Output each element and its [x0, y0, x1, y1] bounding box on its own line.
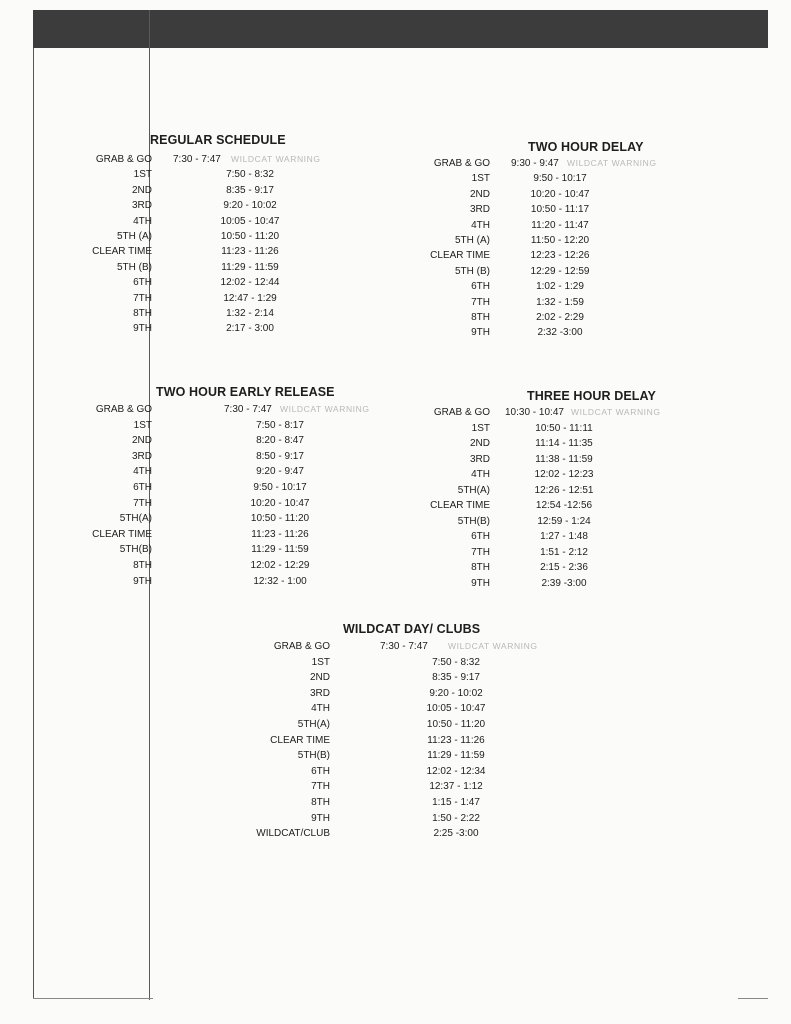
period-time: 7:30 - 7:47 — [380, 641, 428, 652]
period-time: 11:20 - 11:47 — [531, 219, 589, 231]
period-label: 9TH — [471, 577, 490, 589]
period-label: 5TH(A) — [297, 719, 330, 730]
schedule-row — [0, 264, 791, 279]
period-label: GRAB & GO — [95, 154, 152, 165]
period-label: 5TH(A) — [457, 484, 490, 496]
period-time: 2:39 -3:00 — [541, 577, 587, 589]
period-label: 9TH — [311, 812, 330, 824]
period-time: 12:02 - 12:44 — [220, 277, 280, 289]
schedule-row — [0, 467, 791, 482]
period-time: 1:51 - 2:12 — [540, 546, 588, 558]
schedule-row — [0, 686, 791, 701]
period-time: 9:20 - 10:02 — [429, 687, 483, 699]
period-time: 10:20 - 10:47 — [530, 188, 590, 200]
period-label: 7TH — [133, 292, 152, 304]
period-time: 12:54 -12:56 — [535, 500, 593, 511]
period-label: 5TH (A) — [455, 235, 490, 246]
period-label: 3RD — [131, 200, 152, 212]
period-time: 12:23 - 12:26 — [530, 250, 590, 262]
schedule-row — [0, 295, 791, 310]
wildcat-warning-note: WILDCAT WARNING — [280, 404, 370, 414]
period-time: 12:02 - 12:23 — [534, 469, 594, 480]
period-time: 1:50 - 2:22 — [432, 812, 480, 824]
period-time: 9:50 - 10:17 — [253, 482, 307, 493]
period-label: 3RD — [131, 450, 152, 462]
period-label: 9TH — [471, 327, 490, 339]
scan-header-bar — [33, 10, 768, 48]
schedule-row — [0, 202, 791, 217]
period-label: 1ST — [471, 173, 490, 185]
period-label: CLEAR TIME — [430, 250, 490, 262]
wildcat-day-title: WILDCAT DAY/ CLUBS — [343, 622, 481, 636]
period-time: 10:50 - 11:11 — [535, 422, 593, 434]
period-label: CLEAR TIME — [430, 500, 490, 511]
period-label: 5TH (A) — [117, 231, 152, 242]
period-time: 8:35 - 9:17 — [226, 184, 274, 196]
period-time: 10:50 - 11:17 — [530, 204, 590, 216]
period-label: GRAB & GO — [433, 158, 490, 169]
schedule-row — [0, 483, 791, 498]
period-label: CLEAR TIME — [92, 528, 152, 540]
period-time: 11:29 - 11:59 — [251, 544, 309, 556]
schedule-row — [0, 545, 791, 560]
wildcat-warning-note: WILDCAT WARNING — [571, 407, 661, 417]
period-label: 8TH — [311, 797, 330, 808]
period-time: 12:37 - 1:12 — [429, 781, 483, 793]
period-time: 10:50 - 11:20 — [426, 719, 486, 730]
period-time: 8:35 - 9:17 — [432, 672, 480, 684]
period-label: GRAB & GO — [273, 641, 330, 652]
period-time: 1:15 - 1:47 — [432, 797, 480, 808]
period-time: 1:27 - 1:48 — [540, 531, 588, 542]
period-time: 9:30 - 9:47 — [511, 158, 559, 169]
schedule-row — [0, 764, 791, 779]
period-label: 4TH — [133, 466, 152, 478]
wildcat-warning-note: WILDCAT WARNING — [448, 641, 538, 651]
period-time: 8:20 - 8:47 — [256, 435, 304, 447]
period-label: 8TH — [471, 562, 490, 573]
regular-title: REGULAR SCHEDULE — [150, 133, 286, 147]
schedule-row — [0, 218, 791, 233]
period-time: 11:23 - 11:26 — [251, 528, 309, 540]
schedule-row — [0, 248, 791, 263]
schedule-row — [0, 325, 791, 340]
period-label: 3RD — [469, 453, 490, 465]
period-label: 4TH — [471, 469, 490, 480]
schedule-row — [0, 498, 791, 513]
schedule-row — [0, 670, 791, 685]
schedule-row — [0, 436, 791, 451]
period-label: 5TH(B) — [297, 750, 330, 762]
schedule-row — [0, 826, 791, 841]
schedule-row — [0, 779, 791, 794]
schedule-row — [0, 717, 791, 732]
period-time: 12:29 - 12:59 — [530, 265, 590, 277]
period-time: 8:50 - 9:17 — [256, 450, 304, 462]
period-time: 9:20 - 10:02 — [223, 200, 277, 212]
period-label: 6TH — [311, 765, 330, 777]
schedule-row — [0, 452, 791, 467]
period-label: 8TH — [471, 312, 490, 323]
period-time: 11:14 - 11:35 — [535, 438, 593, 449]
period-time: 11:29 - 11:59 — [427, 750, 485, 762]
period-label: 5TH (B) — [117, 261, 152, 273]
period-label: 5TH (B) — [455, 265, 490, 277]
schedule-row — [0, 156, 791, 171]
period-time: 9:50 - 10:17 — [533, 173, 587, 185]
period-label: 8TH — [133, 560, 152, 571]
schedule-row — [0, 560, 791, 575]
period-label: 3RD — [469, 204, 490, 216]
period-label: 3RD — [309, 687, 330, 699]
period-time: 12:47 - 1:29 — [223, 292, 277, 304]
period-label: 5TH(B) — [457, 515, 490, 527]
period-time: 12:02 - 12:29 — [250, 560, 310, 571]
period-time: 10:30 - 10:47 — [505, 407, 564, 418]
period-label: 2ND — [309, 672, 330, 684]
period-label: 5TH(A) — [119, 513, 152, 525]
early-release-title: TWO HOUR EARLY RELEASE — [156, 385, 335, 399]
period-time: 10:50 - 11:20 — [250, 513, 310, 525]
page-bottom-edge-left — [33, 998, 153, 999]
schedule-row — [0, 310, 791, 325]
period-time: 2:25 -3:00 — [433, 828, 479, 840]
period-label: 5TH(B) — [119, 544, 152, 556]
schedule-row — [0, 733, 791, 748]
period-time: 9:20 - 9:47 — [256, 466, 304, 478]
period-label: GRAB & GO — [95, 404, 152, 415]
three-hour-delay-title: THREE HOUR DELAY — [527, 389, 656, 403]
period-time: 2:32 -3:00 — [537, 327, 583, 339]
schedule-row — [0, 576, 791, 591]
schedule-row — [0, 811, 791, 826]
schedule-row — [0, 639, 791, 654]
period-label: 2ND — [469, 188, 490, 200]
period-time: 10:50 - 11:20 — [220, 231, 280, 242]
period-label: CLEAR TIME — [270, 734, 330, 746]
wildcat-warning-note: WILDCAT WARNING — [567, 158, 657, 168]
period-label: 1ST — [133, 169, 152, 181]
schedule-row — [0, 514, 791, 529]
period-time: 11:23 - 11:26 — [221, 246, 279, 258]
schedule-row — [0, 187, 791, 202]
period-label: 4TH — [311, 703, 330, 715]
period-time: 1:32 - 1:59 — [536, 296, 584, 308]
wildcat-warning-note: WILDCAT WARNING — [231, 154, 321, 164]
period-time: 10:05 - 10:47 — [426, 703, 486, 715]
period-label: 9TH — [133, 575, 152, 587]
period-label: 9TH — [133, 323, 152, 335]
period-time: 11:29 - 11:59 — [221, 261, 279, 273]
period-time: 2:02 - 2:29 — [536, 312, 584, 323]
period-label: 4TH — [471, 219, 490, 231]
schedule-row — [0, 405, 791, 420]
period-label: 2ND — [131, 184, 152, 196]
schedule-row — [0, 655, 791, 670]
period-time: 11:23 - 11:26 — [427, 734, 485, 746]
schedule-row — [0, 748, 791, 763]
period-label: 7TH — [471, 546, 490, 558]
period-label: 6TH — [471, 281, 490, 293]
period-time: 12:59 - 1:24 — [537, 515, 591, 527]
two-hour-delay-title: TWO HOUR DELAY — [528, 140, 644, 154]
period-label: 6TH — [133, 277, 152, 289]
period-time: 2:17 - 3:00 — [226, 323, 274, 335]
period-time: 12:02 - 12:34 — [426, 765, 486, 777]
period-label: 8TH — [133, 308, 152, 319]
period-time: 12:26 - 12:51 — [534, 484, 594, 496]
period-time: 11:38 - 11:59 — [535, 453, 593, 465]
period-label: WILDCAT/CLUB — [256, 828, 330, 840]
period-time: 7:50 - 8:17 — [256, 419, 304, 431]
period-label: 1ST — [471, 422, 490, 434]
period-label: 7TH — [311, 781, 330, 793]
period-time: 1:02 - 1:29 — [536, 281, 584, 293]
period-label: 1ST — [133, 419, 152, 431]
period-time: 7:50 - 8:32 — [432, 656, 480, 668]
period-time: 11:50 - 12:20 — [530, 235, 590, 246]
period-label: 6TH — [133, 482, 152, 493]
page-bottom-edge-right — [738, 998, 768, 999]
period-label: 7TH — [471, 296, 490, 308]
schedule-row — [0, 233, 791, 248]
period-label: GRAB & GO — [433, 407, 490, 418]
period-label: 2ND — [131, 435, 152, 447]
period-time: 1:32 - 2:14 — [226, 308, 274, 319]
period-time: 10:05 - 10:47 — [220, 215, 280, 227]
period-time: 7:50 - 8:32 — [226, 169, 274, 181]
period-label: 6TH — [471, 531, 490, 542]
period-label: 2ND — [469, 438, 490, 449]
period-time: 2:15 - 2:36 — [540, 562, 588, 573]
period-time: 7:30 - 7:47 — [224, 404, 272, 415]
period-label: 7TH — [133, 497, 152, 509]
period-time: 10:20 - 10:47 — [250, 497, 310, 509]
period-time: 7:30 - 7:47 — [173, 154, 221, 165]
period-time: 12:32 - 1:00 — [253, 575, 307, 587]
schedule-row — [0, 795, 791, 810]
schedule-row — [0, 421, 791, 436]
period-label: 1ST — [311, 656, 330, 668]
schedule-row — [0, 171, 791, 186]
schedule-row — [0, 701, 791, 716]
period-label: 4TH — [133, 215, 152, 227]
schedule-row — [0, 279, 791, 294]
schedule-row — [0, 529, 791, 544]
period-label: CLEAR TIME — [92, 246, 152, 258]
